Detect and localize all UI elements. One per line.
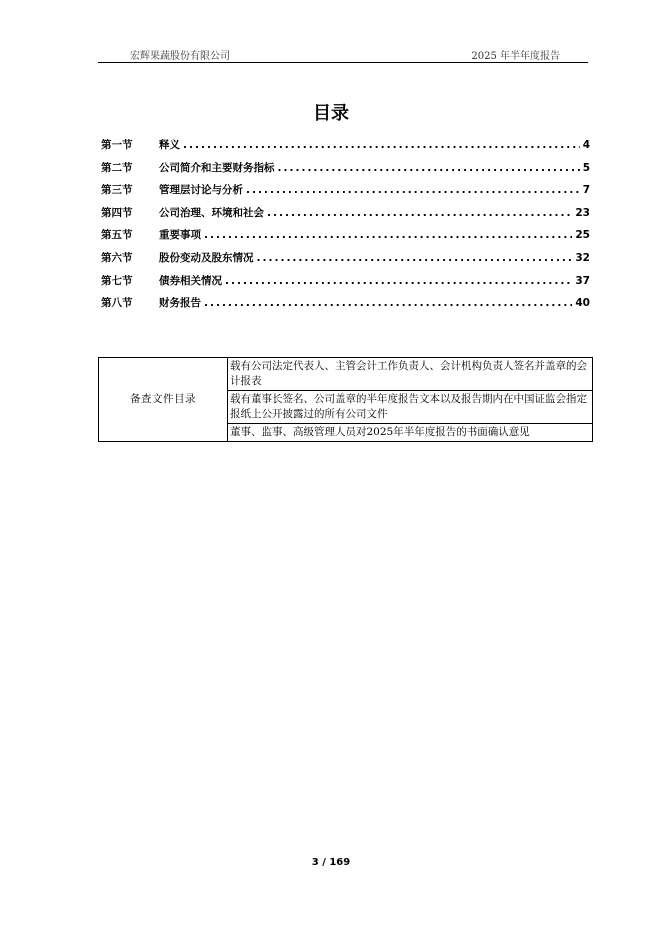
toc-leader-dots bbox=[257, 252, 573, 264]
toc-page-number: 7 bbox=[582, 184, 590, 197]
toc-leader-dots bbox=[278, 162, 580, 174]
toc-section-title: 股份变动及股东情况 bbox=[159, 251, 254, 264]
toc-leader-dots bbox=[246, 184, 580, 196]
toc-leader-dots bbox=[225, 275, 572, 287]
toc-leader-dots bbox=[204, 229, 572, 241]
toc-page-number: 32 bbox=[575, 251, 590, 264]
toc-page-number: 5 bbox=[582, 161, 590, 174]
toc-page-number: 37 bbox=[575, 274, 590, 287]
reference-documents-table bbox=[98, 357, 593, 442]
toc-entry[interactable] bbox=[101, 292, 590, 315]
toc-entry[interactable] bbox=[101, 270, 590, 293]
toc-entry[interactable] bbox=[101, 247, 590, 270]
toc-page-number: 23 bbox=[575, 206, 590, 219]
header-company: 宏辉果蔬股份有限公司 bbox=[130, 51, 230, 62]
toc-section-number: 第七节 bbox=[101, 274, 133, 287]
toc-section-number: 第五节 bbox=[101, 229, 133, 242]
reference-item: 董事、监事、高级管理人员对2025年半年度报告的书面确认意见 bbox=[228, 424, 593, 442]
toc-section-title: 释义 bbox=[159, 139, 180, 151]
toc-leader-dots bbox=[183, 139, 580, 151]
page-header bbox=[98, 44, 588, 63]
page-number: 3 / 169 bbox=[311, 857, 351, 868]
toc-page-number: 40 bbox=[575, 297, 590, 310]
toc-section-number: 第一节 bbox=[101, 139, 133, 151]
toc-page-number: 25 bbox=[575, 229, 590, 242]
toc-page-number: 4 bbox=[582, 139, 590, 151]
header-report-title: 2025 年半年度报告 bbox=[471, 51, 560, 62]
toc-entry[interactable] bbox=[101, 157, 590, 180]
toc-section-number: 第六节 bbox=[101, 251, 133, 264]
reference-label: 备查文件目录 bbox=[99, 358, 228, 442]
toc-entry[interactable] bbox=[101, 224, 590, 247]
toc-section-number: 第二节 bbox=[101, 161, 133, 174]
toc-entry[interactable] bbox=[101, 134, 590, 157]
table-of-contents bbox=[101, 134, 590, 315]
reference-item: 载有董事长签名、公司盖章的半年度报告文本以及报告期内在中国证监会指定报纸上公开披露过的所有公司文件 bbox=[228, 391, 593, 424]
table-row bbox=[99, 358, 593, 391]
reference-item: 载有公司法定代表人、主管会计工作负责人、会计机构负责人签名并盖章的会计报表 bbox=[228, 358, 593, 391]
toc-entry[interactable] bbox=[101, 179, 590, 202]
page-title: 目录 bbox=[313, 103, 349, 124]
toc-leader-dots bbox=[204, 297, 572, 309]
toc-section-title: 财务报告 bbox=[159, 297, 201, 310]
toc-section-title: 重要事项 bbox=[159, 229, 201, 242]
toc-section-number: 第三节 bbox=[101, 184, 133, 197]
toc-section-title: 公司治理、环境和社会 bbox=[159, 206, 264, 219]
toc-section-title: 债券相关情况 bbox=[159, 274, 222, 287]
toc-section-number: 第八节 bbox=[101, 297, 133, 310]
toc-leader-dots bbox=[267, 207, 572, 219]
toc-section-number: 第四节 bbox=[101, 206, 133, 219]
toc-section-title: 管理层讨论与分析 bbox=[159, 184, 243, 197]
toc-entry[interactable] bbox=[101, 202, 590, 225]
toc-section-title: 公司简介和主要财务指标 bbox=[159, 161, 275, 174]
